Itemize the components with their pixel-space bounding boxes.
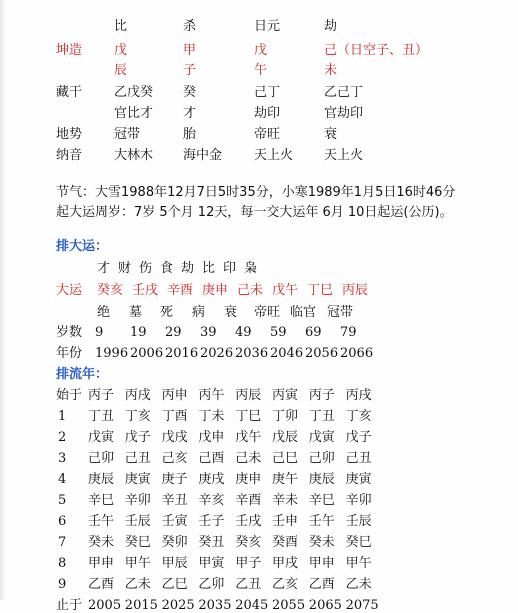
liunian-row-number: 6	[58, 514, 67, 529]
liunian-start-cell: 丙寅	[272, 388, 299, 403]
dayun-shishen-cell: 劫	[181, 261, 195, 276]
liunian-start-cell: 丙辰	[235, 388, 262, 403]
dishi-cell: 帝旺	[254, 127, 281, 142]
canggan-label: 藏干	[56, 85, 83, 100]
liunian-cell: 乙巳	[161, 577, 188, 592]
dayun-shishen-cell: 印	[223, 261, 237, 276]
liunian-cell: 辛巳	[88, 493, 115, 508]
liunian-cell: 壬辰	[124, 514, 151, 529]
dayun-ganzhi-cell: 辛酉	[167, 283, 194, 298]
liunian-cell: 壬寅	[161, 514, 188, 529]
tiangan-label: 坤造	[56, 43, 83, 58]
liunian-cell: 辛卯	[124, 493, 151, 508]
dayun-year-cell: 1996	[95, 346, 129, 361]
dayun-age-cell: 29	[165, 325, 182, 340]
liunian-cell: 乙丑	[235, 577, 262, 592]
liunian-cell: 丁巳	[235, 409, 262, 424]
dayun-year-cell: 2046	[270, 346, 304, 361]
shishen-cell: 劫印	[254, 106, 281, 121]
liunian-cell: 壬申	[272, 514, 299, 529]
dayun-year-cell: 2066	[340, 346, 374, 361]
liunian-cell: 壬子	[198, 514, 225, 529]
liunian-cell: 壬午	[308, 514, 335, 529]
liunian-start-cell: 丙戌	[124, 388, 151, 403]
liunian-cell: 辛亥	[198, 493, 225, 508]
liunian-cell: 己丑	[345, 451, 372, 466]
liunian-cell: 癸巳	[124, 535, 151, 550]
dayun-age-cell: 49	[235, 325, 252, 340]
dizhi-cell: 子	[183, 63, 197, 78]
liunian-cell: 壬午	[88, 514, 115, 529]
liunian-end-cell: 2065	[308, 598, 342, 613]
jieqi-note: 节气：大雪1988年12月7日5时35分，小寒1989年1月5日16时46分	[56, 185, 456, 200]
liunian-cell: 庚寅	[124, 472, 151, 487]
dayun-ganzhi-cell: 壬戌	[132, 283, 159, 298]
liunian-start-cell: 丙子	[308, 388, 335, 403]
chart-header-cell: 日元	[254, 19, 281, 34]
liunian-row-number: 2	[58, 430, 67, 445]
canggan-cell: 己丁	[254, 85, 281, 100]
dayun-label: 大运	[56, 283, 83, 298]
dayun-year-cell: 2016	[165, 346, 199, 361]
dizhi-cell: 未	[324, 63, 338, 78]
liunian-cell: 癸未	[308, 535, 335, 550]
liunian-cell: 甲寅	[198, 556, 225, 571]
dayun-dishi-cell: 衰	[224, 305, 238, 320]
liunian-cell: 己未	[235, 451, 262, 466]
dayun-shishen-cell: 财	[118, 261, 132, 276]
dayun-age-label: 岁数	[56, 325, 83, 340]
liunian-cell: 辛卯	[345, 493, 372, 508]
tiangan-cell: 戊	[114, 43, 128, 58]
liunian-cell: 甲戌	[272, 556, 299, 571]
dayun-year-cell: 2026	[200, 346, 234, 361]
liunian-cell: 丁亥	[345, 409, 372, 424]
liunian-cell: 癸亥	[235, 535, 262, 550]
canggan-cell: 乙戊癸	[114, 85, 154, 100]
dayun-shishen-cell: 食	[160, 261, 174, 276]
shishen-cell: 才	[183, 106, 197, 121]
liunian-cell: 戊辰	[272, 430, 299, 445]
dayun-dishi-cell: 墓	[129, 305, 143, 320]
nayin-cell: 天上火	[254, 148, 294, 163]
liunian-cell: 戊子	[345, 430, 372, 445]
liunian-cell: 庚戌	[198, 472, 225, 487]
dayun-age-cell: 39	[200, 325, 217, 340]
dayun-shishen-cell: 伤	[139, 261, 153, 276]
dayun-shishen-cell: 枭	[244, 261, 258, 276]
nayin-cell: 海中金	[183, 148, 223, 163]
dayun-age-cell: 59	[270, 325, 287, 340]
shishen-cell: 官比才	[114, 106, 154, 121]
canggan-cell: 癸	[183, 85, 197, 100]
dayun-dishi-cell: 病	[192, 305, 206, 320]
dayun-ganzhi-cell: 戊午	[272, 283, 299, 298]
dayun-shishen-cell: 比	[202, 261, 216, 276]
liunian-cell: 癸未	[88, 535, 115, 550]
liunian-cell: 己卯	[308, 451, 335, 466]
liunian-cell: 甲午	[124, 556, 151, 571]
liunian-row-number: 1	[58, 409, 67, 424]
liunian-cell: 戊戌	[161, 430, 188, 445]
dishi-label: 地势	[56, 127, 83, 142]
liunian-cell: 己卯	[88, 451, 115, 466]
dayun-ganzhi-cell: 己未	[237, 283, 264, 298]
dayun-dishi-cell: 绝	[97, 305, 111, 320]
dayun-year-cell: 2036	[235, 346, 269, 361]
liunian-cell: 乙酉	[308, 577, 335, 592]
nayin-label: 纳音	[56, 148, 83, 163]
liunian-cell: 丁亥	[124, 409, 151, 424]
liunian-cell: 戊申	[198, 430, 225, 445]
liunian-cell: 乙未	[124, 577, 151, 592]
liunian-cell: 戊午	[235, 430, 262, 445]
liunian-cell: 丁卯	[272, 409, 299, 424]
chart-header-cell: 劫	[324, 19, 338, 34]
liunian-cell: 癸丑	[198, 535, 225, 550]
liunian-start-cell: 丙午	[198, 388, 225, 403]
liunian-end-cell: 2045	[235, 598, 269, 613]
dayun-age-cell: 79	[340, 325, 357, 340]
dayun-ganzhi-cell: 丙辰	[342, 283, 369, 298]
liunian-cell: 甲子	[235, 556, 262, 571]
dayun-age-cell: 19	[130, 325, 147, 340]
dayun-dishi-cell: 帝旺	[254, 305, 281, 320]
liunian-cell: 辛丑	[161, 493, 188, 508]
liunian-cell: 戊寅	[88, 430, 115, 445]
liunian-row-number: 5	[58, 493, 67, 508]
liunian-cell: 甲申	[88, 556, 115, 571]
liunian-row-number: 8	[58, 556, 67, 571]
liunian-start-cell: 丙子	[88, 388, 115, 403]
liunian-cell: 乙亥	[272, 577, 299, 592]
liunian-cell: 己酉	[198, 451, 225, 466]
liunian-cell: 丁未	[198, 409, 225, 424]
liunian-title: 排流年：	[56, 367, 109, 382]
liunian-cell: 庚辰	[308, 472, 335, 487]
liunian-cell: 庚申	[235, 472, 262, 487]
dishi-cell: 冠带	[114, 127, 141, 142]
liunian-cell: 辛酉	[235, 493, 262, 508]
liunian-end-cell: 2075	[345, 598, 379, 613]
liunian-cell: 庚寅	[345, 472, 372, 487]
nayin-cell: 天上火	[324, 148, 364, 163]
dayun-age-cell: 69	[305, 325, 322, 340]
liunian-end-label: 止于	[56, 598, 83, 613]
tiangan-cell: 己（日空子、丑）	[324, 43, 429, 58]
liunian-cell: 癸巳	[345, 535, 372, 550]
liunian-cell: 癸酉	[272, 535, 299, 550]
liunian-cell: 庚午	[272, 472, 299, 487]
liunian-cell: 甲午	[345, 556, 372, 571]
liunian-cell: 己巳	[272, 451, 299, 466]
liunian-cell: 甲辰	[161, 556, 188, 571]
liunian-cell: 癸卯	[161, 535, 188, 550]
liunian-cell: 乙卯	[198, 577, 225, 592]
dayun-dishi-cell: 死	[160, 305, 174, 320]
liunian-cell: 丁酉	[161, 409, 188, 424]
dayun-dishi-cell: 冠带	[327, 305, 354, 320]
dizhi-cell: 午	[254, 63, 268, 78]
liunian-cell: 甲申	[308, 556, 335, 571]
liunian-cell: 己丑	[124, 451, 151, 466]
liunian-end-cell: 2005	[88, 598, 122, 613]
canggan-cell: 乙己丁	[324, 85, 364, 100]
liunian-end-cell: 2015	[124, 598, 158, 613]
dayun-shishen-cell: 才	[97, 261, 111, 276]
qiyun-note: 起大运周岁：7岁 5个月 12天，每一交大运年 6月 10日起运(公历)。	[56, 205, 453, 220]
liunian-cell: 辛未	[272, 493, 299, 508]
chart-header-cell: 杀	[183, 19, 197, 34]
liunian-cell: 丁丑	[308, 409, 335, 424]
liunian-end-cell: 2035	[198, 598, 232, 613]
liunian-cell: 丁丑	[88, 409, 115, 424]
page-edge-shadow	[0, 0, 6, 600]
liunian-cell: 乙酉	[88, 577, 115, 592]
liunian-row-number: 3	[58, 451, 67, 466]
liunian-end-cell: 2025	[161, 598, 195, 613]
chart-header-cell: 比	[114, 19, 128, 34]
nayin-cell: 大林木	[114, 148, 154, 163]
liunian-start-label: 始于	[56, 388, 83, 403]
liunian-end-cell: 2055	[272, 598, 306, 613]
liunian-cell: 戊子	[124, 430, 151, 445]
liunian-row-number: 7	[58, 535, 67, 550]
liunian-cell: 己亥	[161, 451, 188, 466]
dishi-cell: 胎	[183, 127, 197, 142]
liunian-cell: 乙未	[345, 577, 372, 592]
dizhi-cell: 辰	[114, 63, 128, 78]
dayun-year-label: 年份	[56, 346, 83, 361]
liunian-start-cell: 丙申	[161, 388, 188, 403]
dayun-year-cell: 2006	[130, 346, 164, 361]
liunian-cell: 庚子	[161, 472, 188, 487]
dishi-cell: 衰	[324, 127, 338, 142]
dayun-ganzhi-cell: 丁巳	[307, 283, 334, 298]
dayun-title: 排大运：	[56, 239, 109, 254]
liunian-row-number: 9	[58, 577, 67, 592]
liunian-cell: 壬辰	[345, 514, 372, 529]
tiangan-cell: 戊	[254, 43, 268, 58]
tiangan-cell: 甲	[183, 43, 197, 58]
dayun-ganzhi-cell: 癸亥	[97, 283, 124, 298]
dayun-dishi-cell: 临官	[290, 305, 317, 320]
liunian-cell: 庚辰	[88, 472, 115, 487]
dayun-age-cell: 9	[95, 325, 104, 340]
shishen-cell: 官劫印	[324, 106, 364, 121]
liunian-cell: 戊寅	[308, 430, 335, 445]
liunian-row-number: 4	[58, 472, 67, 487]
liunian-cell: 辛巳	[308, 493, 335, 508]
dayun-ganzhi-cell: 庚申	[202, 283, 229, 298]
liunian-cell: 壬戌	[235, 514, 262, 529]
liunian-start-cell: 丙戌	[345, 388, 372, 403]
dayun-year-cell: 2056	[305, 346, 339, 361]
